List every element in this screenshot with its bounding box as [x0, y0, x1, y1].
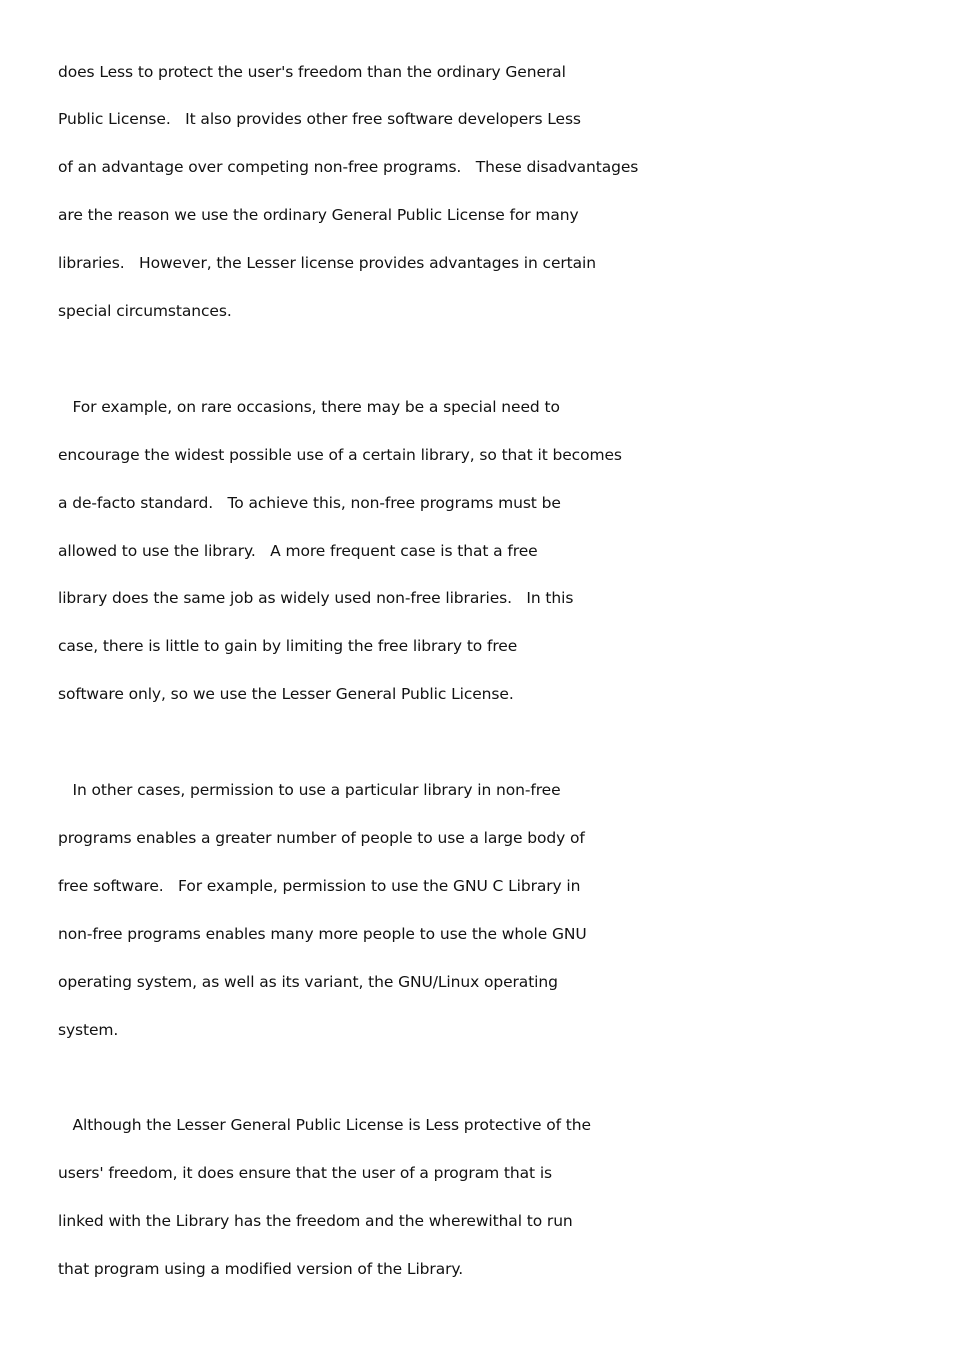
text-line: library does the same job as widely used non-free libraries. In this — [58, 589, 574, 607]
text-line: are the reason we use the ordinary General Public License for many — [58, 206, 579, 224]
text-line: libraries. However, the Lesser license provides advantages in certain — [58, 254, 596, 272]
text-line: Although the Lesser General Public License is Less protective of the — [58, 1116, 591, 1134]
text-line: linked with the Library has the freedom and the wherewithal to run — [58, 1212, 573, 1230]
text-line: does Less to protect the user's freedom than the ordinary General — [58, 63, 566, 81]
text-line: encourage the widest possible use of a certain library, so that it becomes — [58, 446, 622, 464]
text-line: users' freedom, it does ensure that the user of a program that is — [58, 1164, 553, 1182]
text-line: system. — [58, 1021, 119, 1039]
text-line: allowed to use the library. A more frequent case is that a free — [58, 542, 538, 560]
text-line: programs enables a greater number of people to use a large body of — [58, 829, 585, 847]
text-line: of an advantage over competing non-free programs. These disadvantages — [58, 158, 639, 176]
text-line: non-free programs enables many more people to use the whole GNU — [58, 925, 587, 943]
text-line: that program using a modified version of the Library. — [58, 1260, 464, 1278]
text-line: software only, so we use the Lesser General Public License. — [58, 685, 514, 703]
text-line: operating system, as well as its variant, the GNU/Linux operating — [58, 973, 558, 991]
text-line: free software. For example, permission to use the GNU C Library in — [58, 877, 581, 895]
text-line: special circumstances. — [58, 302, 232, 320]
text-line: In other cases, permission to use a particular library in non-free — [58, 781, 561, 799]
text-line: case, there is little to gain by limiting the free library to free — [58, 637, 518, 655]
text-line: Public License. It also provides other free software developers Less — [58, 110, 581, 128]
text-line: a de-facto standard. To achieve this, non-free programs must be — [58, 494, 561, 512]
text-line: For example, on rare occasions, there may be a special need to — [58, 398, 560, 416]
